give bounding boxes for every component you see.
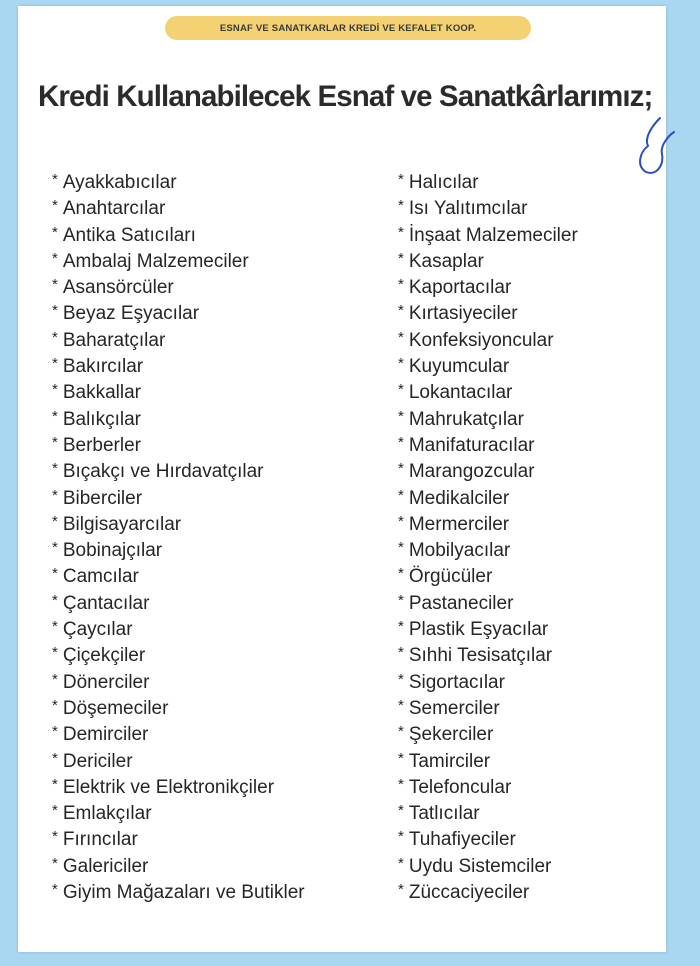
occupation-label: Antika Satıcıları <box>62 224 196 246</box>
occupation-item <box>398 591 668 617</box>
occupation-label: Züccaciyeciler <box>408 882 530 904</box>
organization-banner: ESNAF VE SANATKARLAR KREDİ VE KEFALET KOOP. <box>165 16 531 40</box>
occupation-label: Semerciler <box>408 697 500 719</box>
bullet-star: * <box>52 828 58 846</box>
occupation-label: Sigortacılar <box>408 671 505 693</box>
bullet-star: * <box>398 171 404 188</box>
bullet-star: * <box>398 249 404 267</box>
occupation-label: Bilgisayarcılar <box>62 513 182 535</box>
bullet-star: * <box>52 249 58 267</box>
occupation-item <box>398 407 668 433</box>
bullet-star: * <box>52 881 58 899</box>
occupation-item <box>398 354 668 380</box>
bullet-star: * <box>398 433 404 451</box>
occupation-label: Tuhafiyeciler <box>408 829 516 851</box>
occupation-label: Balıkçılar <box>62 408 141 430</box>
occupation-label: Tatlıcılar <box>408 803 480 825</box>
occupation-item <box>52 354 382 380</box>
occupation-label: Marangozcular <box>408 461 535 483</box>
bullet-star: * <box>52 433 58 451</box>
occupation-item <box>52 249 382 275</box>
occupation-item <box>398 564 668 590</box>
occupation-item <box>52 880 382 906</box>
occupation-item <box>398 486 668 512</box>
occupation-item <box>52 854 382 880</box>
occupation-item <box>52 512 382 538</box>
occupation-label: Plastik Eşyacılar <box>408 619 549 641</box>
occupation-label: Dönerciler <box>62 671 150 693</box>
occupation-item <box>52 643 382 669</box>
occupation-label: Pastaneciler <box>408 592 514 614</box>
occupation-item <box>398 801 668 827</box>
occupation-item <box>52 433 382 459</box>
occupation-item <box>52 275 382 301</box>
occupation-label: Kuyumcular <box>408 356 510 378</box>
occupation-item <box>52 827 382 853</box>
occupation-label: Çaycılar <box>62 619 133 641</box>
bullet-star: * <box>398 328 404 346</box>
occupation-item <box>398 328 668 354</box>
occupation-label: Sıhhi Tesisatçılar <box>408 645 553 667</box>
bullet-star: * <box>398 854 404 872</box>
bullet-star: * <box>398 486 404 504</box>
bullet-star: * <box>52 696 58 714</box>
occupation-label: Bakkallar <box>62 382 141 404</box>
occupation-label: Telefoncular <box>408 776 512 798</box>
occupation-label: Fırıncılar <box>62 829 138 851</box>
occupation-item <box>398 275 668 301</box>
occupation-item <box>52 775 382 801</box>
occupation-label: Giyim Mağazaları ve Butikler <box>62 882 305 904</box>
bullet-star: * <box>398 302 404 320</box>
occupation-label: Biberciler <box>62 487 143 509</box>
bullet-star: * <box>398 565 404 583</box>
bullet-star: * <box>52 276 58 294</box>
occupation-label: Demirciler <box>62 724 149 746</box>
bullet-star: * <box>398 696 404 714</box>
occupation-label: Kasaplar <box>408 250 484 272</box>
bullet-star: * <box>52 854 58 872</box>
occupation-item <box>398 380 668 406</box>
occupation-item <box>52 749 382 775</box>
bullet-star: * <box>398 223 404 241</box>
bullet-star: * <box>398 197 404 215</box>
bullet-star: * <box>52 381 58 399</box>
occupation-label: Tamirciler <box>408 750 491 772</box>
occupation-item <box>398 670 668 696</box>
bullet-star: * <box>398 670 404 688</box>
bullet-star: * <box>52 670 58 688</box>
occupation-item <box>398 301 668 327</box>
occupation-label: Uydu Sistemciler <box>408 855 552 877</box>
occupation-label: Örgücüler <box>408 566 493 588</box>
occupation-label: Halıcılar <box>408 172 479 193</box>
occupation-label: Isı Yalıtımcılar <box>408 198 528 220</box>
occupation-item <box>398 696 668 722</box>
bullet-star: * <box>52 749 58 767</box>
bullet-star: * <box>398 407 404 425</box>
bullet-star: * <box>398 591 404 609</box>
occupation-label: Anahtarcılar <box>62 198 166 220</box>
occupation-item <box>52 196 382 222</box>
occupation-label: İnşaat Malzemeciler <box>408 224 578 246</box>
occupation-item <box>398 459 668 485</box>
bullet-star: * <box>52 802 58 820</box>
occupation-label: Dericiler <box>62 750 133 772</box>
bullet-star: * <box>52 512 58 530</box>
occupation-list-right <box>398 170 668 906</box>
occupation-label: Elektrik ve Elektronikçiler <box>62 776 275 798</box>
occupation-label: Bakırcılar <box>62 356 144 378</box>
occupation-label: Beyaz Eşyacılar <box>62 303 200 325</box>
occupation-item <box>52 328 382 354</box>
occupation-item <box>52 696 382 722</box>
bullet-star: * <box>398 539 404 557</box>
occupation-item <box>52 486 382 512</box>
bullet-star: * <box>52 460 58 478</box>
occupation-label: Ambalaj Malzemeciler <box>62 250 249 272</box>
occupation-item <box>398 854 668 880</box>
bullet-star: * <box>52 407 58 425</box>
occupation-item <box>52 407 382 433</box>
occupation-item <box>398 512 668 538</box>
occupation-label: Şekerciler <box>408 724 494 746</box>
document-page <box>18 6 666 952</box>
bullet-star: * <box>398 749 404 767</box>
occupation-item <box>52 564 382 590</box>
occupation-item <box>52 223 382 249</box>
occupation-label: Baharatçılar <box>62 329 166 351</box>
occupation-label: Galericiler <box>62 855 149 877</box>
occupation-item <box>52 170 382 196</box>
bullet-star: * <box>52 197 58 215</box>
occupation-item <box>52 301 382 327</box>
occupation-item <box>398 643 668 669</box>
occupation-label: Emlakçılar <box>62 803 152 825</box>
bullet-star: * <box>52 644 58 662</box>
bullet-star: * <box>398 276 404 294</box>
occupation-label: Çantacılar <box>62 592 150 614</box>
occupation-item <box>52 459 382 485</box>
bullet-star: * <box>398 775 404 793</box>
occupation-label: Çiçekçiler <box>62 645 146 667</box>
occupation-item <box>398 775 668 801</box>
bullet-star: * <box>52 355 58 373</box>
bullet-star: * <box>52 618 58 636</box>
bullet-star: * <box>52 539 58 557</box>
bullet-star: * <box>52 775 58 793</box>
occupation-item <box>52 591 382 617</box>
occupation-item <box>398 196 668 222</box>
bullet-star: * <box>398 881 404 899</box>
bullet-star: * <box>52 486 58 504</box>
occupation-item <box>398 249 668 275</box>
bullet-star: * <box>398 723 404 741</box>
bullet-star: * <box>398 618 404 636</box>
bullet-star: * <box>398 460 404 478</box>
occupation-label: Medikalciler <box>408 487 510 509</box>
bullet-star: * <box>398 828 404 846</box>
occupation-label: Mahrukatçılar <box>408 408 524 430</box>
occupation-list-left <box>52 170 382 906</box>
occupation-item <box>398 170 668 196</box>
occupation-item <box>52 380 382 406</box>
occupation-item <box>398 617 668 643</box>
occupation-item <box>398 880 668 906</box>
occupation-item <box>398 722 668 748</box>
page-title: Kredi Kullanabilecek Esnaf ve Sanatkârlarımız; <box>38 80 653 113</box>
occupation-item <box>52 670 382 696</box>
bullet-star: * <box>398 644 404 662</box>
occupation-item <box>52 538 382 564</box>
occupation-label: Ayakkabıcılar <box>62 172 177 193</box>
occupation-label: Mermerciler <box>408 513 510 535</box>
occupation-item <box>398 433 668 459</box>
occupation-label: Asansörcüler <box>62 277 174 299</box>
occupation-label: Mobilyacılar <box>408 540 511 562</box>
occupation-label: Manifaturacılar <box>408 434 535 456</box>
occupation-label: Bobinajçılar <box>62 540 163 562</box>
bullet-star: * <box>398 355 404 373</box>
occupation-label: Döşemeciler <box>62 697 169 719</box>
bullet-star: * <box>398 512 404 530</box>
bullet-star: * <box>52 723 58 741</box>
occupation-label: Berberler <box>62 434 141 456</box>
occupation-label: Camcılar <box>62 566 139 588</box>
occupation-label: Kaportacılar <box>408 277 512 299</box>
bullet-star: * <box>52 328 58 346</box>
bullet-star: * <box>398 381 404 399</box>
occupation-label: Bıçakçı ve Hırdavatçılar <box>62 461 264 483</box>
occupation-item <box>52 801 382 827</box>
occupation-label: Kırtasiyeciler <box>408 303 518 325</box>
bullet-star: * <box>52 591 58 609</box>
bullet-star: * <box>52 302 58 320</box>
occupation-item <box>398 223 668 249</box>
occupation-item <box>398 749 668 775</box>
bullet-star: * <box>398 802 404 820</box>
occupation-item <box>52 617 382 643</box>
occupation-item <box>52 722 382 748</box>
occupation-label: Konfeksiyoncular <box>408 329 554 351</box>
occupation-item <box>398 827 668 853</box>
occupation-item <box>398 538 668 564</box>
bullet-star: * <box>52 171 58 188</box>
bullet-star: * <box>52 565 58 583</box>
bullet-star: * <box>52 223 58 241</box>
occupation-label: Lokantacılar <box>408 382 513 404</box>
